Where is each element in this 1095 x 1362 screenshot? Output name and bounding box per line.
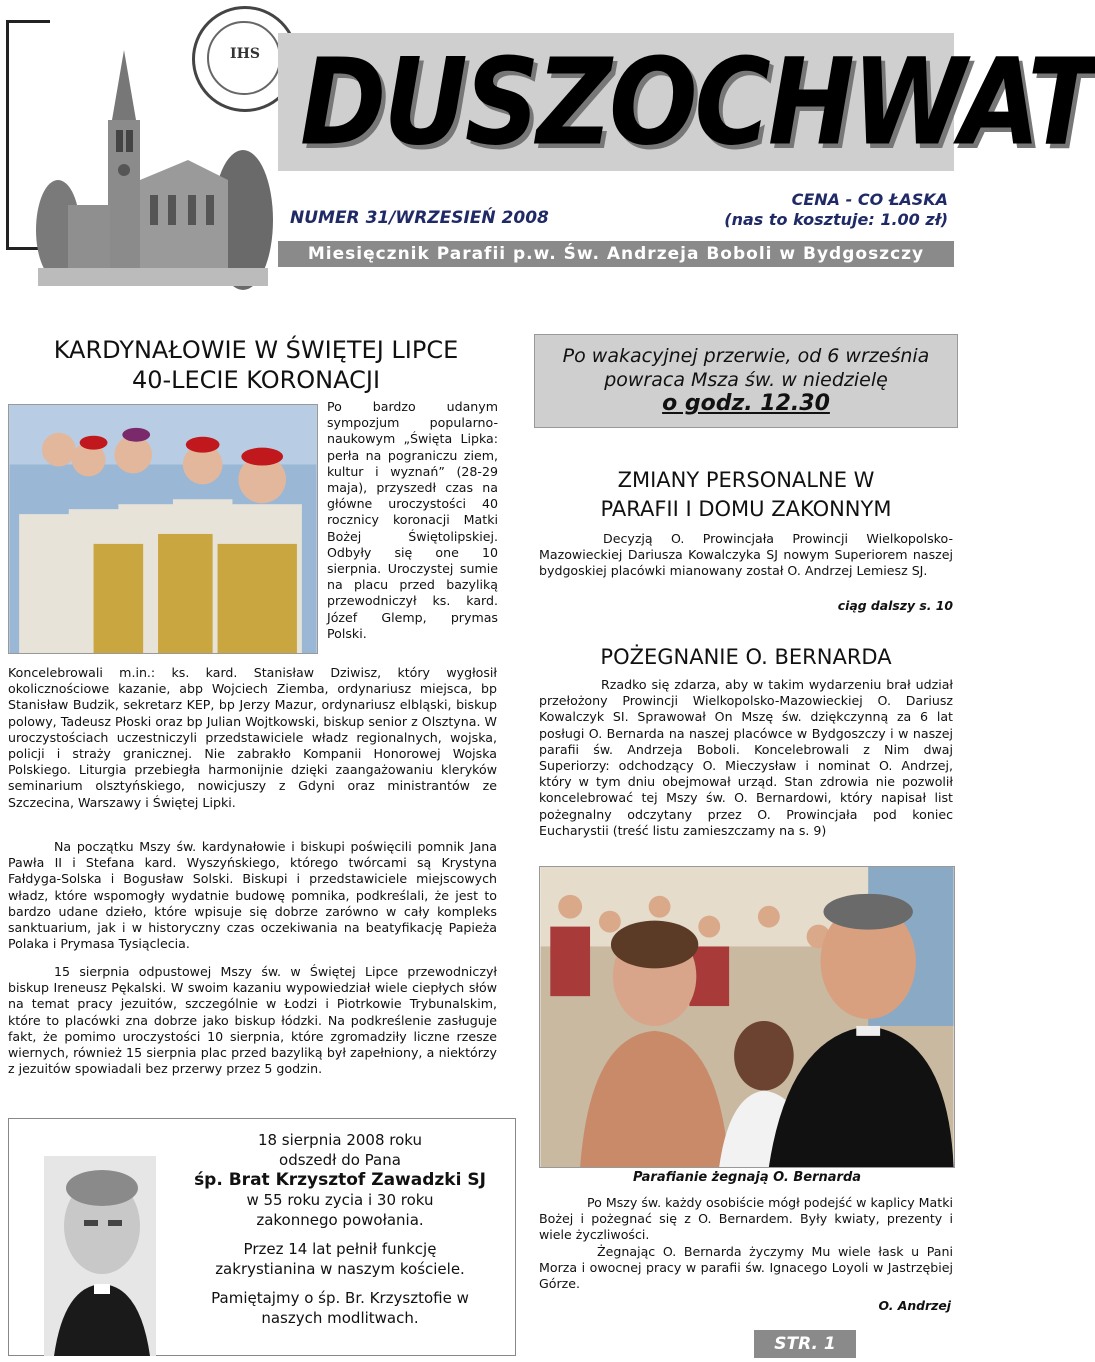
subtitle-banner: Miesięcznik Parafii p.w. Św. Andrzeja Boboli w Bydgoszczy bbox=[278, 241, 954, 267]
jesuit-seal-logo: IHS bbox=[192, 6, 298, 112]
article3-title: POŻEGNANIE O. BERNARDA bbox=[600, 645, 892, 669]
mass-notice bbox=[534, 334, 958, 428]
continued-note: ciąg dalszy s. 10 bbox=[837, 598, 953, 613]
price-line: CENA - CO ŁASKA bbox=[791, 190, 948, 209]
obituary-line: Pamiętajmy o śp. Br. Krzysztofie w bbox=[211, 1289, 469, 1307]
article3-paragraph: Żegnając O. Bernarda życzymy Mu wiele łask u Pani Morza i owocnej pracy w parafii św. Ignacego Loyoli w Jastrzębiej Górze. bbox=[539, 1244, 953, 1292]
article3-paragraph: Po Mszy św. każdy osobiście mógł podejść w kaplicy Matki Bożej i pożegnać się z O. Bernardem. Były kwiaty, prezenty i wiele życzliwości. bbox=[539, 1195, 953, 1243]
obituary-date: 18 sierpnia 2008 roku bbox=[257, 1131, 423, 1149]
page-number: STR. 1 bbox=[754, 1330, 856, 1358]
article3-text: Rzadko się zdarza, aby w takim wydarzeniu brał udział przełożony Prowincji Wielkopolsko-Mazowieckiej O. Dariusz Kowalczyk SI. Sprawował On Mszę św. dziękczynną za 6 lat posługi O. Bernarda na naszej placówce w Bydgoszczy i w naszej parafii św. Andrzeja Boboli. Koncelebrowali z Nim dwaj Superiorzy: odchodzący O. Mieczysław i nominat O. Andrzej, który w tym dniu obejmował urząd. Stan zdrowia nie pozwolił koncelebrować tej Mszy św. O. Bernardowi, który napisał list pożegnalny odczytany przez O. Prowincjała pod koniec Eucharystii (treść listu zamieszczamy na s. 9) bbox=[539, 677, 953, 838]
article2-text: Decyzją O. Prowincjała Prowincji Wielkopolsko-Mazowieckiej Dariusza Kowalczyka SJ nowym Superiorem naszej bydgoskiej placówki mianowany został O. Andrzej Lemiesz SJ. bbox=[539, 531, 953, 579]
notice-time: o godz. 12.30 bbox=[662, 391, 830, 416]
article2-title-line: PARAFII I DOMU ZAKONNYM bbox=[600, 497, 892, 521]
obituary-text bbox=[170, 1130, 510, 1328]
article1-title bbox=[8, 335, 504, 395]
notice-line: powraca Msza św. w niedzielę bbox=[604, 369, 888, 391]
farewell-photo bbox=[539, 866, 955, 1168]
article1-paragraph-2: Na początku Mszy św. kardynałowie i biskupi poświęcili pomnik Jana Pawła II i Stefana kard. Wyszyńskiego, którego twórcami są Krystyna Fałdyga-Solska i Bogusław Solski. Biskupi i przedstawiciele miejscowych władz, które wspomogły wydatnie budowę pomnika, podkreślali, że jest to bardzo udane dzieło, które wpisuje się dobrze zarówno w cały kompleks sanktuarium, jak i w historyczny czas oczekiwania na beatyfikację Papieża Polaka i Prymasa Tysiąclecia. bbox=[8, 839, 497, 952]
obituary-line: w 55 roku zycia i 30 roku bbox=[246, 1191, 434, 1209]
obituary-line: Przez 14 lat pełnił funkcję bbox=[243, 1240, 437, 1258]
article2-title bbox=[534, 466, 958, 524]
signature: O. Andrzej bbox=[878, 1298, 951, 1313]
obituary-name: śp. Brat Krzysztof Zawadzki SJ bbox=[194, 1170, 486, 1190]
price-note: (nas to kosztuje: 1.00 zł) bbox=[724, 210, 948, 229]
photo-caption: Parafianie żegnają O. Bernarda bbox=[632, 1170, 862, 1185]
issue-number: NUMER 31/WRZESIEŃ 2008 bbox=[290, 208, 549, 228]
obituary-portrait bbox=[44, 1156, 156, 1356]
article1-subtitle-line: 40-LECIE KORONACJI bbox=[131, 366, 381, 394]
price-info bbox=[700, 190, 948, 230]
obituary-line: zakonnego powołania. bbox=[256, 1211, 424, 1229]
article1-title-line: KARDYNAŁOWIE W ŚWIĘTEJ LIPCE bbox=[53, 336, 459, 364]
notice-line: Po wakacyjnej przerwie, od 6 września bbox=[562, 345, 930, 367]
article1-intro: Po bardzo udanym sympozjum popularno-naukowym „Święta Lipka: perła na pograniczu ziem, kultur i wyznań” (28-29 maja), przyszedł czas na główne uroczystości 40 rocznicy koronacji Matki Bożej Świętolipskiej. Odbyły się one 10 sierpnia. Uroczystej sumie na placu przed bazyliką przewodniczył ks. kard. Józef Glemp, prymas Polski. bbox=[327, 399, 498, 641]
obituary-line: odszedł do Pana bbox=[279, 1151, 401, 1169]
article2-title-line: ZMIANY PERSONALNE W bbox=[617, 468, 875, 492]
obituary-line: zakrystianina w naszym kościele. bbox=[215, 1260, 465, 1278]
article1-paragraph: Koncelebrowali m.in.: ks. kard. Stanisław Dziwisz, który wygłosił okolicznościowe kazanie, abp Wojciech Ziemba, ordynariusz miejsca, bp Stanisław Budzik, sekretarz KEP, bp Jerzy Mazur, ordynariusz elbląski, biskup polowy, Tadeusz Płoski oraz bp Julian Wojtkowski, biskup senior z Olsztyna. W uroczystościach uczestniczyli przedstawiciele władz regionalnych, wojska, policji i straży granicznej. Nie zabrakło Kompanii Honorowej Wojska Polskiego. Liturgia przebiegła harmonijnie dzięki zaangażowaniu kleryków seminarium olsztyńskiego, nowicjuszy z Gdyni oraz ministrantów ze Szczecina, Warszawy i Świętej Lipki. bbox=[8, 665, 497, 810]
obituary-line: naszych modlitwach. bbox=[261, 1309, 419, 1327]
article1-paragraph-3: 15 sierpnia odpustowej Mszy św. w Świętej Lipce przewodniczył biskup Ireneusz Pękalski. W swoim kazaniu wypowiedział wiele ciepłych słów na temat pracy jezuitów, szczególnie w Łodzi i Piotrkowie Trybunalskim, które to placówki zna dobrze jako biskup łódzki. Na podkreślenie zasługuje fakt, że pomimo uroczystości 10 sierpnia, które zgromadziły liczne rzesze wiernych, również 15 sierpnia plac przed bazyliką był zapełniony, a niektórzy z jezuitów spowiadali bez przerwy przez 5 godzin. bbox=[8, 964, 497, 1077]
cardinals-photo bbox=[8, 404, 318, 654]
masthead-title: DUSZOCHWAT bbox=[300, 31, 1095, 173]
